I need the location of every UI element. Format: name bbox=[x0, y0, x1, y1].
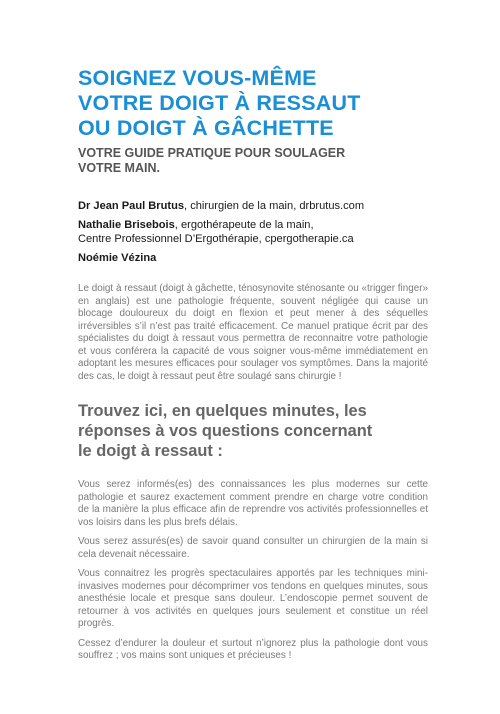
title-line: VOTRE DOIGT À RESSAUT bbox=[78, 91, 361, 115]
author-affiliation: Centre Professionnel D’Ergothérapie, cpergotherapie.ca bbox=[78, 233, 354, 245]
back-cover bbox=[78, 66, 428, 670]
intro-paragraph: Le doigt à ressaut (doigt à gâchette, ténosynovite sténosante ou «trigger finger» en anglais) est une pathologie fréquente, souvent négligée qui cause un blocage douloureux du doigt en flexion et peut mener à des séquelles irréversibles s’il n’est pas traité efficacement. Ce manuel pratique écrit par des spécialistes du doigt à ressaut vous permettra de reconnaitre votre pathologie et vous conférera la capacité de vous soigner vous-même immédiatement en adoptant les mesures efficaces pour soulager vos symptômes. Dans la majorité des cas, le doigt à ressaut peut être soulagé sans chirurgie ! bbox=[78, 283, 428, 382]
body-paragraph: Cessez d’endurer la douleur et surtout n’ignorez plus la pathologie dont vous souffrez ; vos mains sont uniques et précieuses ! bbox=[78, 637, 428, 661]
author-role: , ergothérapeute de la main, bbox=[174, 219, 314, 231]
body-paragraph: Vous connaitrez les progrès spectaculaires apportés par les techniques mini-invasives modernes pour décomprimer vos tendons en quelques minutes, sous anesthésie locale et presque sans douleur. L’endoscopie permet souvent de retourner à vos activités en quelques jours seulement et constitue un réel progrès. bbox=[78, 568, 428, 629]
title-line: SOIGNEZ VOUS-MÊME bbox=[78, 66, 317, 90]
book-subtitle bbox=[78, 146, 428, 176]
body-paragraph: Vous serez assurés(es) de savoir quand consulter un chirurgien de la main si cela devenait nécessaire. bbox=[78, 536, 428, 560]
author-name: Nathalie Brisebois bbox=[78, 219, 175, 231]
author-brutus bbox=[78, 199, 428, 213]
author-name: Noémie Vézina bbox=[78, 252, 157, 264]
author-name: Dr Jean Paul Brutus bbox=[78, 200, 185, 212]
subtitle-line: VOTRE MAIN. bbox=[78, 161, 160, 175]
author-list bbox=[78, 199, 428, 265]
body-text bbox=[78, 479, 428, 663]
body-paragraph: Vous serez informés(es) des connaissances les plus modernes sur cette pathologie et saurez exactement comment prendre en charge votre condition de la manière la plus efficace afin de reprendre vos activités professionnelles et vos loisirs dans les plus brefs délais. bbox=[78, 479, 428, 528]
section-heading bbox=[78, 401, 428, 461]
subtitle-line: VOTRE GUIDE PRATIQUE POUR SOULAGER bbox=[78, 146, 346, 160]
author-brisebois bbox=[78, 218, 428, 246]
book-title bbox=[78, 66, 428, 141]
heading-line: le doigt à ressaut : bbox=[78, 442, 223, 460]
author-role: , chirurgien de la main, drbrutus.com bbox=[184, 200, 365, 212]
title-line: OU DOIGT À GÂCHETTE bbox=[78, 116, 334, 140]
heading-line: Trouvez ici, en quelques minutes, les bbox=[78, 402, 367, 420]
author-vezina bbox=[78, 251, 428, 265]
heading-line: réponses à vos questions concernant bbox=[78, 422, 373, 440]
